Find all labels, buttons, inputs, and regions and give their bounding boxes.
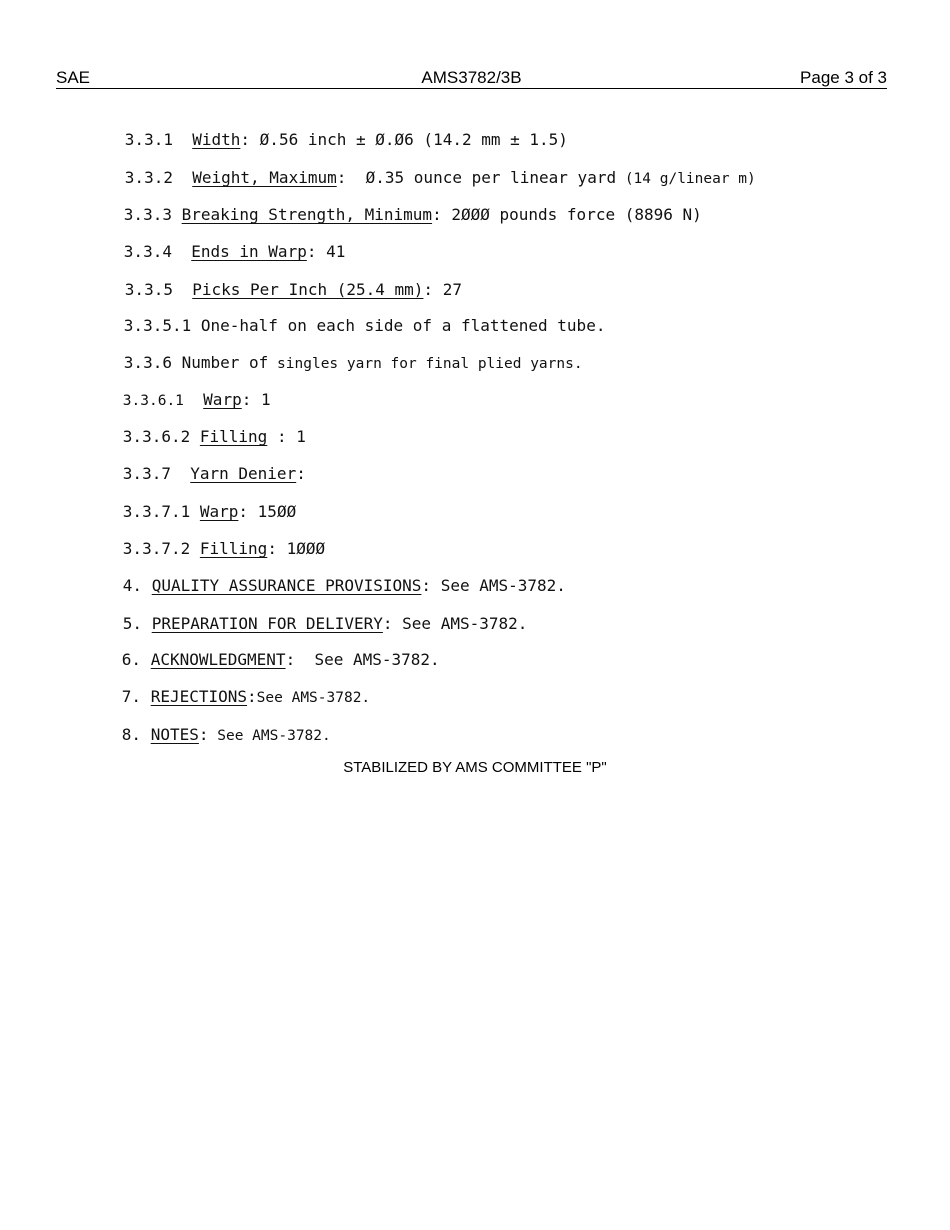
section-number: 6.: [121, 650, 142, 669]
section-value: : 15ØØ: [238, 502, 297, 521]
section-value: : 2ØØØ pounds force (8896 N): [432, 205, 702, 224]
header-doc-number: AMS3782/3B: [421, 68, 522, 87]
section-term: Width: [192, 130, 241, 149]
section-value: : See AMS-3782.: [382, 614, 528, 633]
section-value: : 1ØØØ: [267, 539, 326, 558]
section-metric: (14 g/linear m): [616, 171, 756, 187]
section-text: One-half on each side of a flattened tube.: [200, 316, 606, 335]
section-number: 4.: [122, 576, 143, 595]
section-number: 7.: [121, 687, 142, 706]
section-value: See AMS-3782.: [208, 728, 331, 744]
section-term: Yarn Denier: [190, 464, 297, 483]
section-term: Warp: [203, 390, 242, 409]
section-value: : 1: [267, 427, 306, 446]
section-number: 3.3.6.1: [122, 393, 184, 409]
section-colon: :: [198, 725, 209, 744]
section-value: : 41: [306, 242, 346, 261]
section-term: Filling: [199, 539, 268, 558]
section-term: QUALITY ASSURANCE PROVISIONS: [151, 576, 422, 595]
section-term: ACKNOWLEDGMENT: [150, 650, 286, 669]
section-number: 3.3.1: [124, 130, 173, 149]
section-term: Weight, Maximum: [192, 168, 337, 187]
page-header: [56, 68, 887, 89]
stabilization-notice: STABILIZED BY AMS COMMITTEE "P": [343, 759, 607, 776]
section-number: 3.3.7.1: [122, 502, 191, 521]
section-term: REJECTIONS: [150, 687, 248, 706]
section-number: 3.3.7.2: [122, 539, 191, 558]
section-term: NOTES: [150, 725, 199, 744]
section-number: 3.3.6: [123, 353, 172, 372]
section-number: 3.3.3: [123, 205, 172, 224]
section-value: : See AMS-3782.: [285, 650, 440, 669]
section-number: 3.3.4: [123, 242, 172, 261]
section-term: Filling: [199, 427, 268, 446]
section-number: 3.3.7: [122, 464, 171, 483]
section-term: PREPARATION FOR DELIVERY: [151, 614, 383, 633]
section-term: Breaking Strength, Minimum: [181, 205, 433, 224]
section-text-continued: singles yarn for final plied yarns.: [268, 356, 583, 372]
section-number: 3.3.6.2: [122, 427, 191, 446]
header-page-number: Page 3 of 3: [800, 68, 887, 87]
section-number: 5.: [122, 614, 143, 633]
section-number: 8.: [121, 725, 142, 744]
section-number: 3.3.5.1: [123, 316, 192, 335]
section-value: : See AMS-3782.: [421, 576, 566, 595]
section-number: 3.3.2: [124, 168, 173, 187]
section-number: 3.3.5: [124, 280, 173, 299]
section-colon: :: [247, 687, 257, 706]
section-value: : 1: [241, 390, 271, 409]
section-value: : Ø.35 ounce per linear yard: [336, 168, 617, 187]
section-value: See AMS-3782.: [256, 690, 371, 706]
section-value: :: [296, 464, 306, 483]
section-value: : 27: [423, 280, 462, 299]
section-8: [64, 705, 331, 766]
section-term: Ends in Warp: [191, 242, 307, 261]
section-term: Warp: [199, 502, 239, 521]
section-value: : Ø.56 inch ± Ø.Ø6 (14.2 mm ± 1.5): [240, 130, 568, 149]
header-org: SAE: [56, 68, 91, 87]
section-text: Number of: [181, 353, 269, 372]
section-term: Picks Per Inch (25.4 mm): [192, 280, 424, 299]
